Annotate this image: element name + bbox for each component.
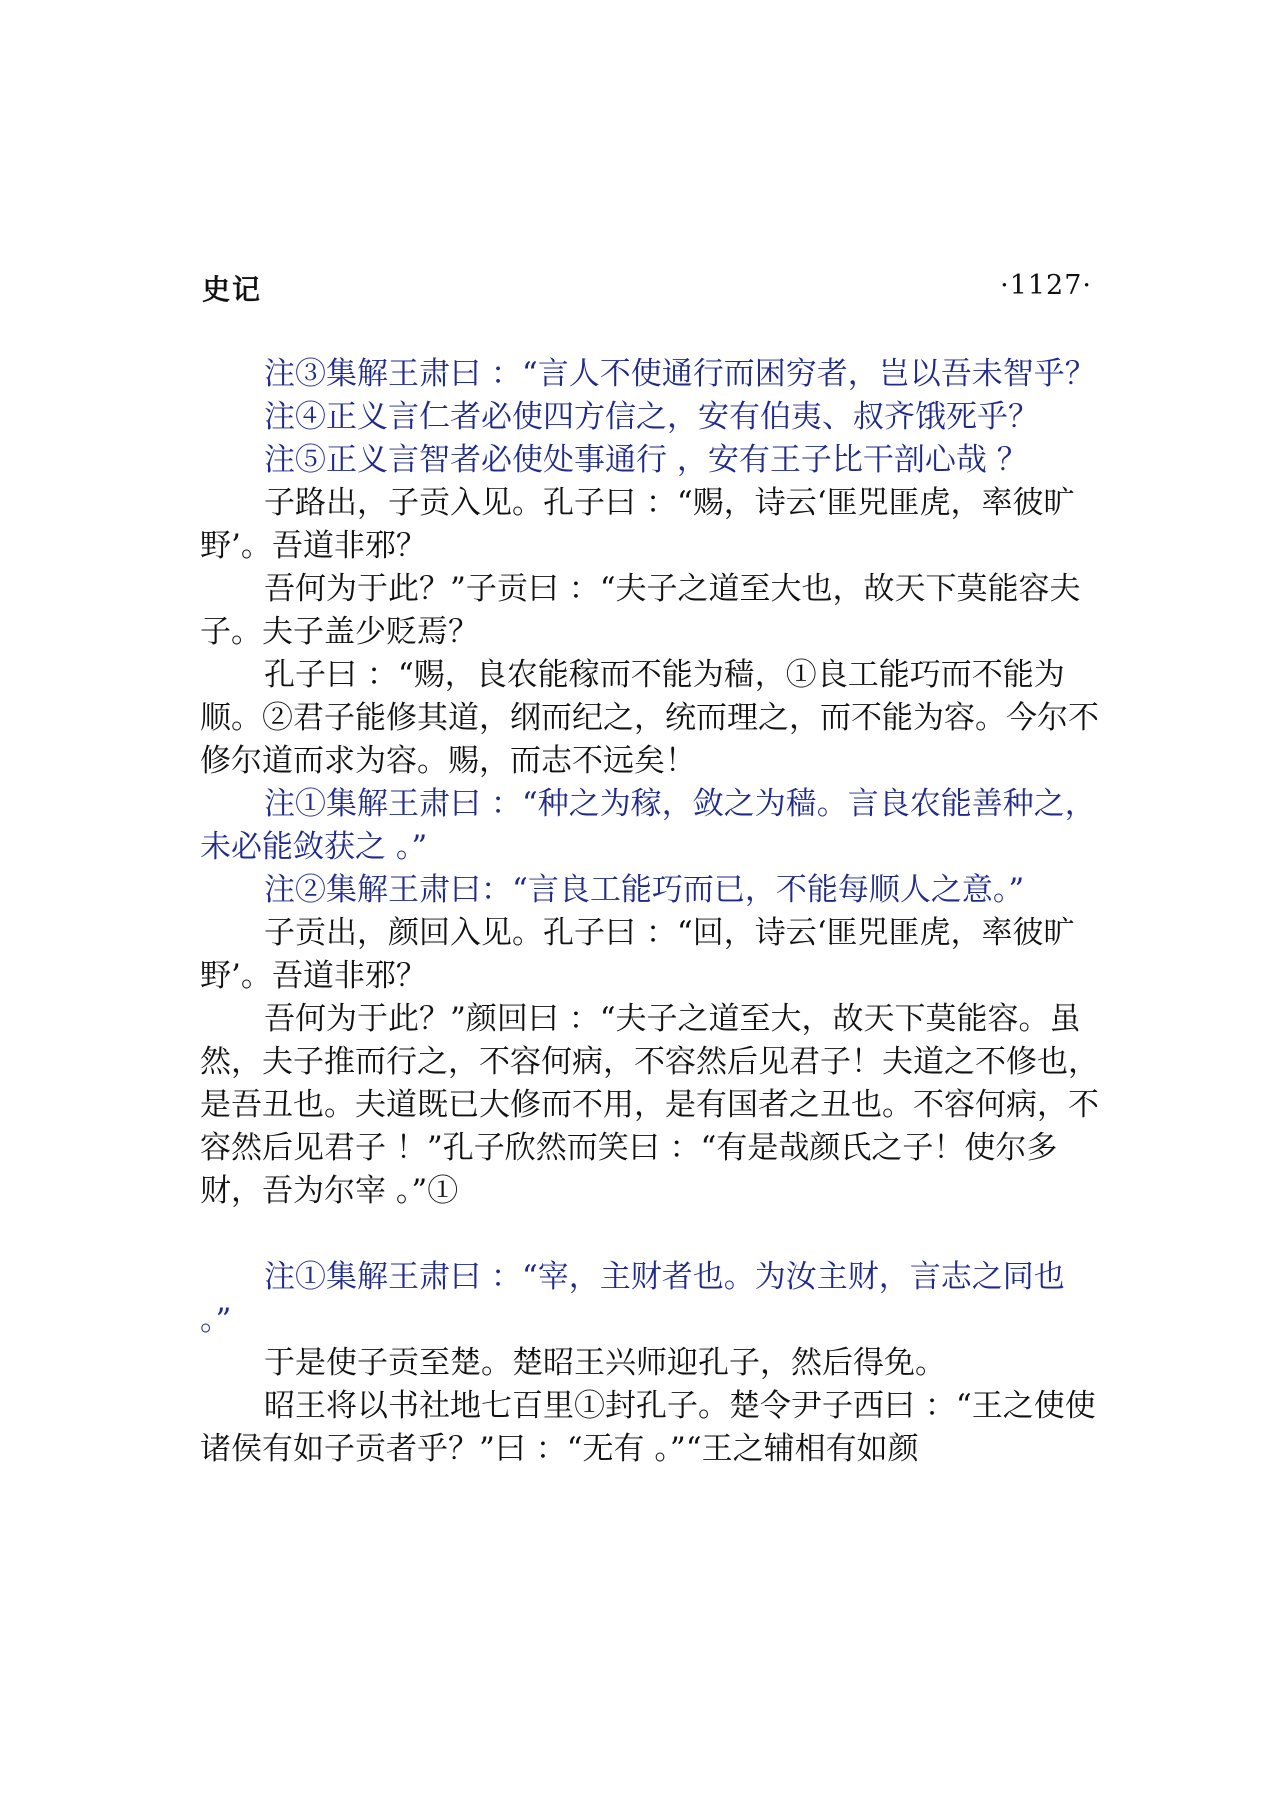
annotation-note: 注④正义言仁者必使四方信之，安有伯夷、叔齐饿死乎？ xyxy=(264,399,1039,435)
paragraph: 吾何为于此？”子贡曰 ：“夫子之道至大也，故天下莫能容夫子。夫子盖少贬焉？ xyxy=(200,571,1081,650)
paragraph: 子路出，子贡入见。孔子曰 ：“赐，诗云‘匪兕匪虎，率彼旷野’。吾道非邪？ xyxy=(200,485,1075,564)
page-header xyxy=(202,268,1092,308)
page-number: ·1127· xyxy=(1000,270,1092,301)
annotation-note: 注①集解王肃曰 ：“宰，主财者也。为汝主财，言志之同也 。” xyxy=(200,1259,1065,1338)
paragraph: 吾何为于此？”颜回曰 ：“夫子之道至大，故天下莫能容。虽然，夫子推而行之，不容何病，不容然后见君子！夫道之不修也，是吾丑也。夫道既已大修而不用，是有国者之丑也。不容何病，不容然后见君子 ！”孔子欣然而笑曰 ：“有是哉颜氏之子！使尔多财，吾为尔宰 。”① xyxy=(200,1001,1099,1209)
paragraph: 昭王将以书社地七百里①封孔子。楚令尹子西曰 ：“王之使使诸侯有如子贡者乎？”曰 ：“无有 。”“王之辅相有如颜 xyxy=(200,1388,1096,1467)
paragraph-gap xyxy=(200,1213,1100,1256)
book-title: 史记 xyxy=(202,273,263,306)
page-body xyxy=(200,353,1100,1471)
annotation-note: 注③集解王肃曰 ：“言人不使通行而困穷者，岂以吾未智乎？ xyxy=(264,356,1096,392)
annotation-note: 注②集解王肃曰：“言良工能巧而已，不能每顺人之意。” xyxy=(264,872,1025,908)
paragraph: 子贡出，颜回入见。孔子曰 ：“回，诗云‘匪兕匪虎，率彼旷野’。吾道非邪？ xyxy=(200,915,1075,994)
annotation-note: 注⑤正义言智者必使处事通行 ，安有王子比干剖心哉 ？ xyxy=(264,442,1028,478)
paragraph: 孔子曰 ：“赐，良农能稼而不能为穑，①良工能巧而不能为顺。②君子能修其道，纲而纪之，统而理之，而不能为容。今尔不修尔道而求为容。赐，而志不远矣！ xyxy=(200,657,1099,779)
annotation-note: 注①集解王肃曰 ：“种之为稼，敛之为穑。言良农能善种之，未必能敛获之 。” xyxy=(200,786,1096,865)
paragraph: 于是使子贡至楚。楚昭王兴师迎孔子，然后得免。 xyxy=(264,1345,946,1381)
